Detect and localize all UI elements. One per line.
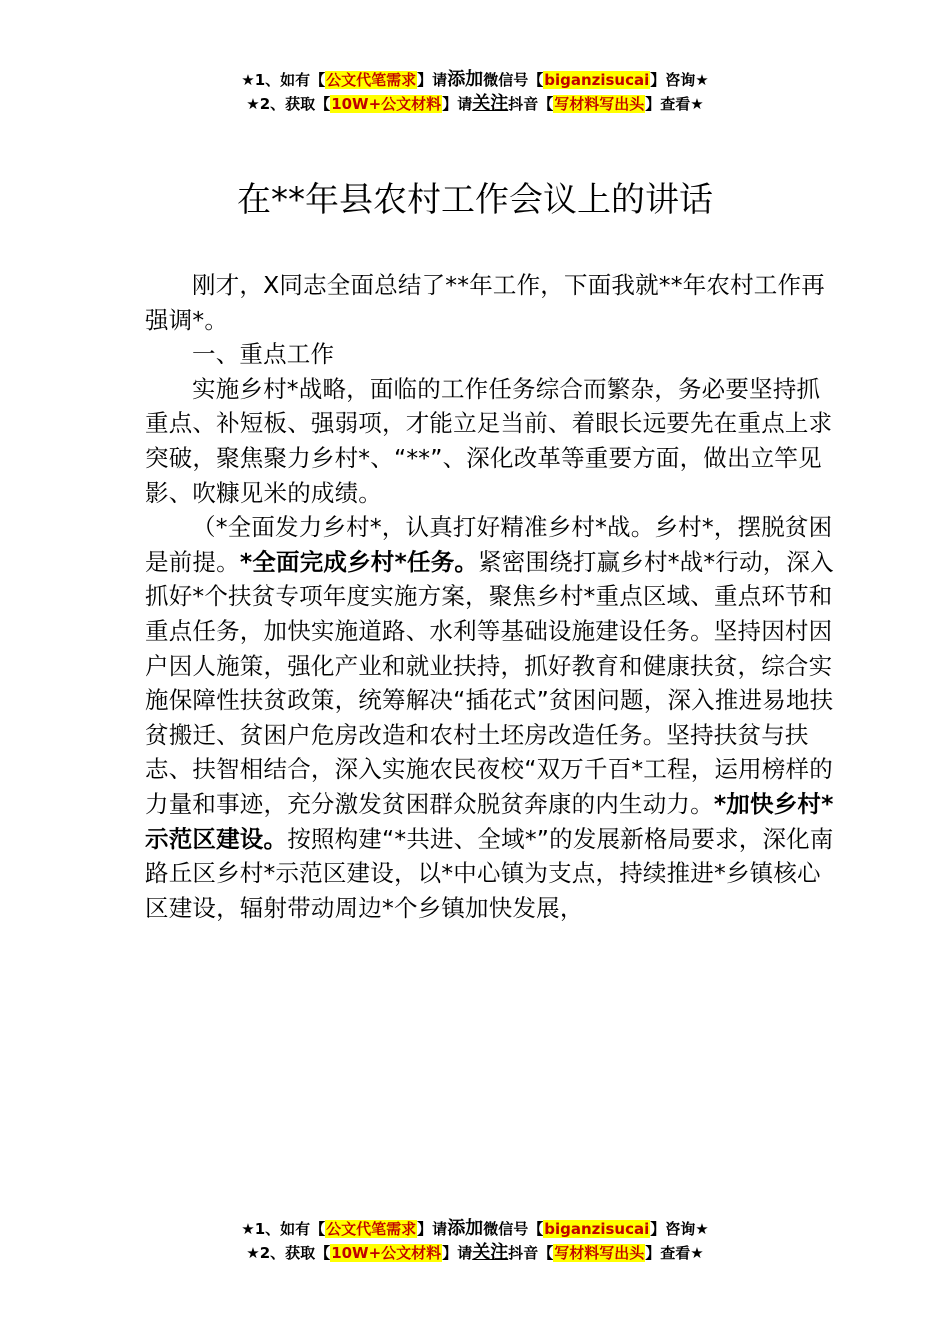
paragraph-overview: 实施乡村*战略，面临的工作任务综合而繁杂，务必要坚持抓重点、补短板、强弱项，才能立足当前、着眼长远要先在重点上求突破，聚焦聚力乡村*、“**”、深化改革等重要方面，做出立竿见影、吹糠见米的成绩。 (145, 374, 833, 507)
bold-point-1: *全面完成乡村*任务。 (239, 547, 479, 576)
highlight-service: 公文代笔需求 (326, 1220, 417, 1238)
document-body (145, 268, 835, 925)
bold-point-2: *加快乡村*示范区建设。 (145, 789, 834, 853)
footer-notice (0, 1217, 950, 1265)
notice-line-1: ★1、如有【公文代笔需求】请添加微信号【biganzisucai】咨询★ (241, 69, 709, 90)
notice-line-2: ★2、获取【10W+公文材料】请关注抖音【写材料写出头】查看★ (246, 1242, 704, 1263)
highlight-douyin-account: 写材料写出头 (554, 95, 645, 113)
notice-line-1: ★1、如有【公文代笔需求】请添加微信号【biganzisucai】咨询★ (241, 1218, 709, 1239)
highlight-wechat-id: biganzisucai (544, 1220, 650, 1238)
notice-line-2: ★2、获取【10W+公文材料】请关注抖音【写材料写出头】查看★ (246, 93, 704, 114)
highlight-service: 公文代笔需求 (326, 71, 417, 89)
highlight-materials: 10W+公文材料 (331, 95, 442, 113)
paragraph-details: （*全面发力乡村*，认真打好精准乡村*战。乡村*，摆脱贫困是前提。*全面完成乡村*任务。紧密围绕打赢乡村*战*行动，深入抓好*个扶贫专项年度实施方案，聚焦乡村*重点区域、重点环节和重点任务，加快实施道路、水利等基础设施建设任务。坚持因村因户因人施策，强化产业和就业扶持，抓好教育和健康扶贫，综合实施保障性扶贫政策，统筹解决“插花式”贫困问题，深入推进易地扶贫搬迁、贫困户危房改造和农村土坯房改造任务。坚持扶贫与扶志、扶智相结合，深入实施农民夜校“双万千百*工程，运用榜样的力量和事迹，充分激发贫困群众脱贫奔康的内生动力。*加快乡村*示范区建设。按照构建“*共进、全域*”的发展新格局要求，深化南路丘区乡村*示范区建设，以*中心镇为支点，持续推进*乡镇核心区建设，辐射带动周边*个乡镇加快发展， (145, 513, 834, 922)
header-notice (0, 68, 950, 116)
paragraph-intro: 刚才，X同志全面总结了**年工作，下面我就**年农村工作再强调*。 (145, 271, 825, 334)
highlight-wechat-id: biganzisucai (544, 71, 650, 89)
highlight-materials: 10W+公文材料 (331, 1244, 442, 1262)
section-heading: 一、重点工作 (192, 340, 335, 369)
document-title: 在**年县农村工作会议上的讲话 (237, 180, 713, 220)
highlight-douyin-account: 写材料写出头 (554, 1244, 645, 1262)
